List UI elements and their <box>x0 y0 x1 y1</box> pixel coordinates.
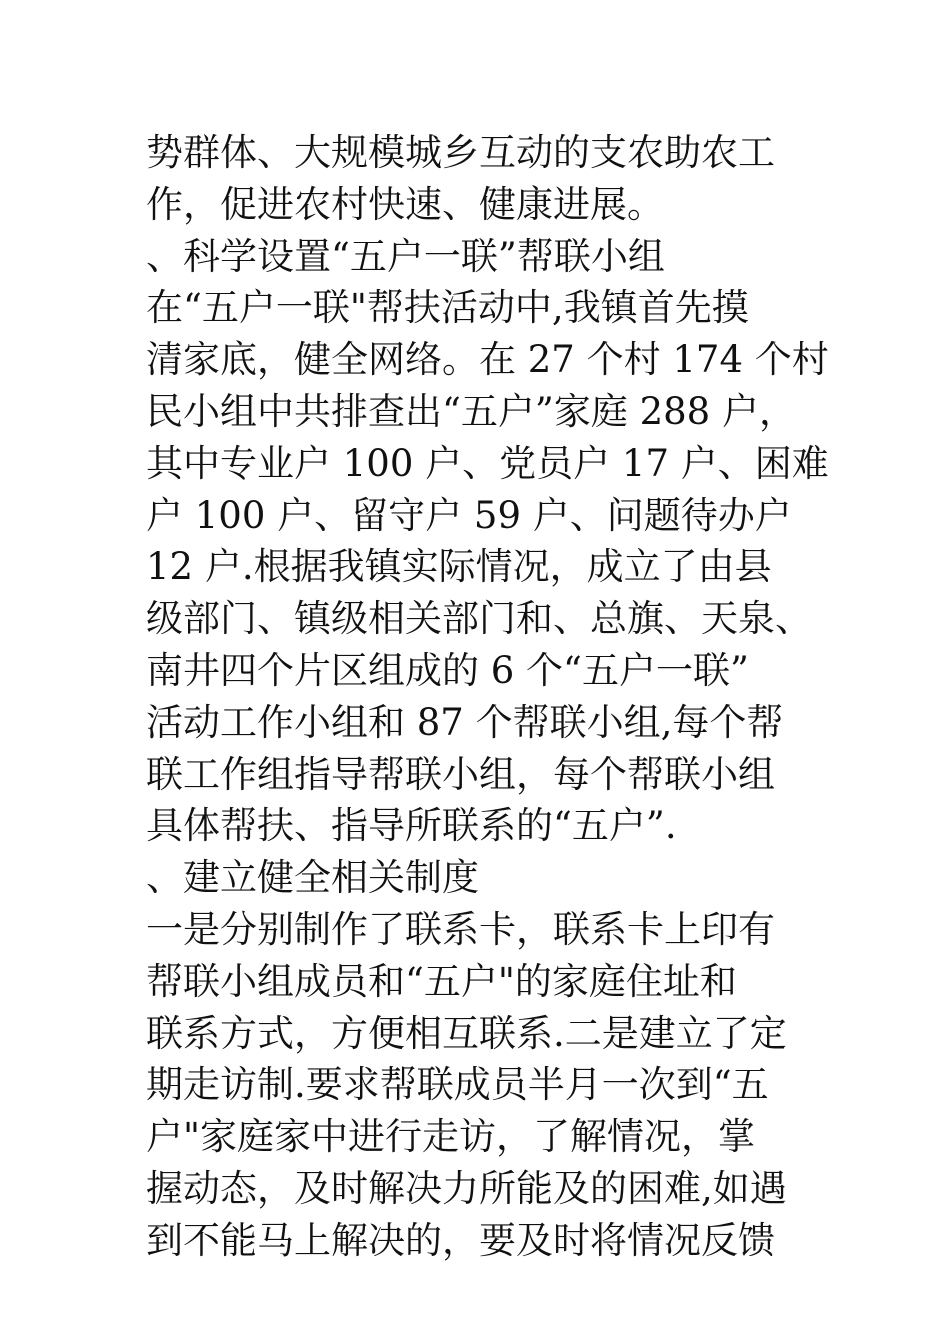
text-line: 帮联小组成员和“五户"的家庭住址和 <box>146 959 737 1003</box>
section-heading: 、建立健全相关制度 <box>146 856 479 900</box>
text-line: 在“五户一联"帮扶活动中,我镇首先摸 <box>146 286 749 330</box>
text-line: 一是分别制作了联系卡，联系卡上印有 <box>146 907 775 951</box>
text-line: 势群体、大规模城乡互动的支农助农工 <box>146 131 775 174</box>
text-line: 具体帮扶、指导所联系的“五户”. <box>146 804 677 848</box>
text-line: 握动态，及时解决力所能及的困难,如遇 <box>146 1166 787 1210</box>
section-heading: 、科学设置“五户一联”帮联小组 <box>146 234 665 278</box>
body-text <box>146 127 866 1267</box>
text-line: 户 100 户、留守户 59 户、问题待办户 <box>146 493 792 537</box>
text-line: 南井四个片区组成的 6 个“五户一联” <box>146 648 749 692</box>
text-line: 期走访制.要求帮联成员半月一次到“五 <box>146 1063 769 1107</box>
text-line: 级部门、镇级相关部门和、总旗、天泉、 <box>146 597 812 641</box>
text-line: 联工作组指导帮联小组，每个帮联小组 <box>146 752 775 796</box>
text-line: 民小组中共排查出“五户”家庭 288 户， <box>146 389 796 433</box>
text-line: 到不能马上解决的，要及时将情况反馈 <box>146 1218 775 1262</box>
text-line: 户"家庭家中进行走访，了解情况，掌 <box>146 1115 756 1159</box>
text-line: 其中专业户 100 户、党员户 17 户、困难 <box>146 441 829 485</box>
text-line: 清家底，健全网络。在 27 个村 174 个村 <box>146 338 829 382</box>
text-line: 活动工作小组和 87 个帮联小组,每个帮 <box>146 700 784 744</box>
text-line: 联系方式，方便相互联系.二是建立了定 <box>146 1011 787 1055</box>
text-line: 12 户.根据我镇实际情况，成立了由县 <box>146 545 772 589</box>
text-line: 作，促进农村快速、健康进展。 <box>146 182 664 226</box>
